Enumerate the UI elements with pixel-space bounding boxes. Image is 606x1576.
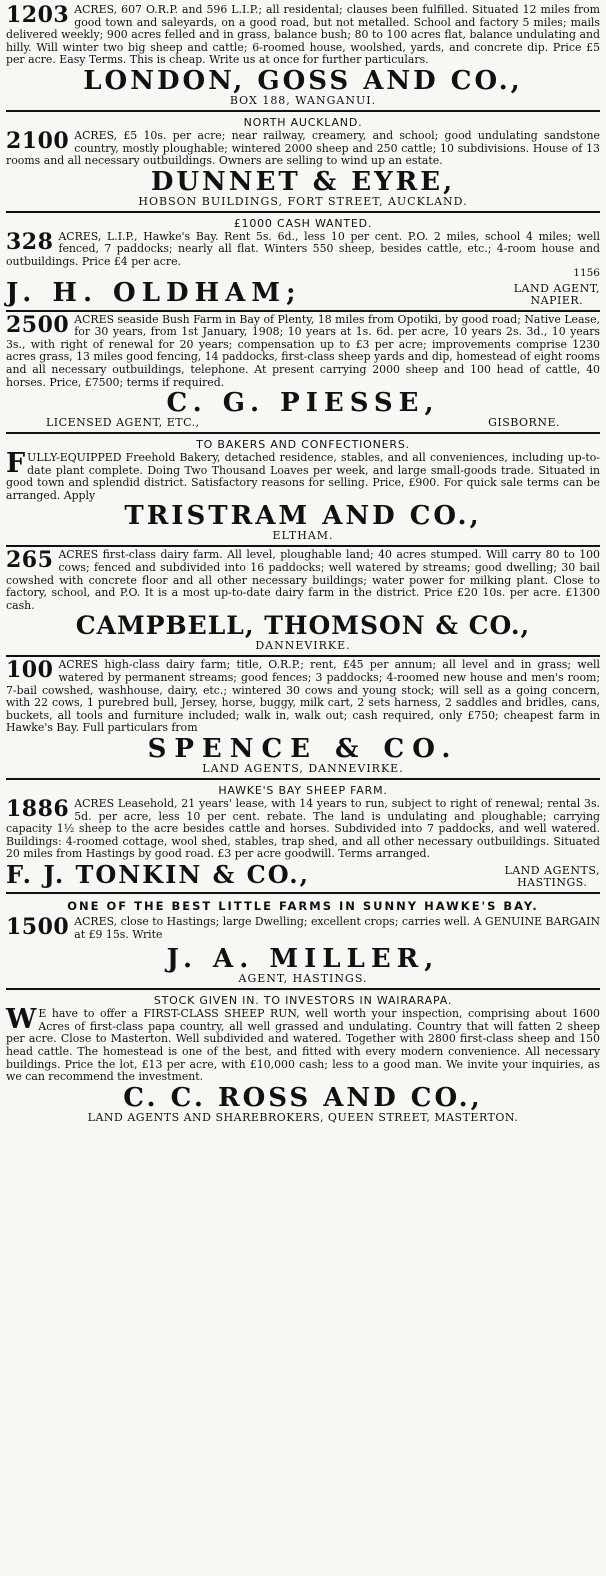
firm-name: C. G. PIESSE,: [166, 388, 440, 419]
firm-name: SPENCE & CO.: [147, 734, 459, 764]
advert-campbell-thomson: [6, 547, 600, 657]
firm-name: J. H. OLDHAM;: [6, 277, 302, 308]
advert-body: ACRES seaside Bush Farm in Bay of Plenty, 18 miles from Opotiki, by good road; Native Lease, for 30 years, from 1st January, 1908; 10 years at 1s. 6d. per acre, 10 years 2s. 3d., 10 years 3s., with right of renewal for 20 years; compensation up to £3 per acre; improvements comprise 1230 acres grass, 13 miles good fencing, 14 paddocks, first-class sheep yards and dip, homestead of eight rooms and all necessary outbuildings, telephone. At present carrying 2000 sheep and 100 head of cattle, 40 horses. Price, £7500; terms if required.: [6, 312, 600, 389]
acreage-number: 1886: [6, 796, 70, 822]
firm-location: GISBORNE.: [488, 416, 560, 430]
firm-name: TRISTRAM AND CO.,: [124, 501, 482, 532]
firm-name: J. A. MILLER,: [166, 944, 440, 975]
advert-text: [6, 549, 600, 612]
firm-address: DANNEVIRKE.: [255, 639, 351, 653]
firm-address: LAND AGENTS AND SHAREBROKERS, QUEEN STREET, MASTERTON.: [87, 1110, 519, 1124]
classified-column: [6, 0, 600, 1127]
advert-tonkin: [6, 780, 600, 894]
acreage-number: 2500: [6, 311, 70, 338]
acreage-number: 265: [6, 547, 54, 574]
firm-row: [6, 861, 600, 889]
advert-body: ACRES first-class dairy farm. All level, ploughable land; 40 acres stumped. Will carry 80 to 100 cows; fenced and subdivided into 16 paddocks; well watered by streams; good dwelling; 30 bail cowshed with concrete floor and all other necessary buildings; water power for milking plant. Close to factory, school, and P.O. It is a most up-to-date dairy farm in the district. Price £20 10s. per acre. £1300 cash.: [6, 548, 600, 612]
advert-oldham: [6, 213, 600, 312]
advert-spence: [6, 657, 600, 780]
advert-text: [6, 913, 600, 941]
firm-role-line: LAND AGENTS,: [504, 863, 600, 877]
advert-text: [6, 4, 600, 67]
advert-ross: [6, 990, 600, 1127]
firm-name: LONDON, GOSS AND CO.,: [83, 65, 523, 96]
advert-body: E have to offer a FIRST-CLASS SHEEP RUN, well worth your inspection, comprising about 1600 Acres of first-class papa country, all well grassed and undulating. Country that will fatten 2 sheep per acre. Close to Masterton. Well subdivided and watered. Together with 2800 first-class sheep and 150 head cattle. The homestead is one of the best, and fitted with every modern convenience. All necessary buildings. Price the lot, £13 per acre, with £10,000 cash; less to a good man. We invite your inquiries, as we can recommend the investment.: [6, 1007, 600, 1084]
advert-piesse: [6, 312, 600, 435]
firm-address: LAND AGENTS, DANNEVIRKE.: [202, 762, 404, 775]
advert-text: [6, 659, 600, 735]
acreage-number: 1500: [6, 913, 70, 940]
firm-address: ELTHAM.: [272, 529, 334, 543]
advert-text: [6, 228, 600, 269]
firm-role-line: LAND AGENT,: [513, 281, 600, 295]
advert-heading: NORTH AUCKLAND.: [243, 115, 363, 129]
acreage-number: 328: [6, 228, 54, 255]
advert-text: [6, 798, 600, 861]
firm-role: [514, 283, 600, 307]
advert-text: [6, 448, 600, 502]
advert-text: [6, 127, 600, 168]
firm-name: CAMPBELL, THOMSON & CO.,: [75, 611, 531, 641]
advert-body: ACRES, £5 10s. per acre; near railway, creamery, and school; good undulating sandstone country, mostly ploughable; wintered 2000 sheep and 250 cattle; 10 subdivisions. House of 13 rooms and all necessary outbuildings. Owners are selling to wind up an estate.: [6, 128, 600, 168]
firm-role: [504, 865, 600, 889]
advert-london-goss: [6, 2, 600, 112]
advert-text: [6, 311, 600, 390]
firm-address: BOX 188, WANGANUI.: [229, 93, 377, 107]
advert-tristram: [6, 434, 600, 547]
firm-row: [6, 279, 600, 307]
firm-name: F. J. TONKIN & CO.,: [6, 859, 310, 889]
advert-heading: £1000 CASH WANTED.: [233, 216, 373, 230]
firm-location: NAPIER.: [530, 293, 584, 307]
firm-name: C. C. ROSS AND CO.,: [123, 1082, 483, 1113]
advert-body: ACRES, close to Hastings; large Dwelling; excellent crops; carries well. A GENUINE BARGAIN at £9 15s. Write: [74, 914, 600, 941]
acreage-number: 1203: [6, 2, 70, 28]
advert-body: ACRES, L.I.P., Hawke's Bay. Rent 5s. 6d., less 10 per cent. P.O. 2 miles, school 4 miles; well fenced, 7 paddocks; nearly all flat. Winters 550 sheep, besides cattle, etc.; 4-room house and outbuildings. Price £4 per acre.: [6, 229, 600, 268]
advert-heading: HAWKE'S BAY SHEEP FARM.: [218, 784, 388, 797]
advert-body: ACRES, 607 O.R.P. and 596 L.I.P.; all residental; clauses been fulfilled. Situated 12 miles from good town and saleyards, on a good road, but not metalled. School and factory 5 miles; mails delivered weekly; 900 acres felled and in grass, balance bush; 80 to 100 acres flat, balance undulating and hilly. Will winter two big sheep and cattle; 6-roomed house, woolshed, yards, and concrete dip. Price £5 per acre. Easy Terms. This is cheap. Write us at once for further particulars.: [6, 3, 600, 67]
firm-location: HASTINGS.: [517, 875, 588, 889]
firm-name: DUNNET & EYRE,: [150, 166, 456, 197]
advert-dunnet-eyre: [6, 112, 600, 213]
advert-body: ACRES high-class dairy farm; title, O.R.P.; rent, £45 per annum; all level and in grass; well watered by permanent streams; good fences; 3 paddocks; 4-roomed new house and men's room; 7-bail cowshed, washhouse, dairy, etc.; wintered 30 cows and young stock; will sell as a going concern, with 22 cows, 1 purebred bull, Jersey, horse, buggy, milk cart, 2 sets harness, 2 saddles and bridles, cans, buckets, all tools and furniture included; walk in, walk out; cash required, only £750; cheapest farm in Hawke's Bay. Full particulars from: [6, 658, 600, 735]
advert-body: ACRES Leasehold, 21 years' lease, with 14 years to run, subject to right of renewal; rental 3s. 5d. per acre, less 10 per cent. rebate. The land is undulating and ploughable; carrying capacity 1½ sheep to the acre besides cattle and horses. Subdivided into 7 paddocks, and well watered. Buildings: 4-roomed cottage, wool shed, stables, trap shed, and all other necessary outbuildings. Situated 20 miles from Hastings by good road. £3 per acre goodwill. Terms arranged.: [6, 797, 600, 861]
advert-body: ULLY-EQUIPPED Freehold Bakery, detached residence, stables, and all conveniences, including up-to-date plant complete. Doing Two Thousand Loaves per week, and large small-goods trade. Situated in good town and splendid district. Satisfactory reasons for selling. Price, £900. For quick sale terms can be arranged. Apply: [6, 451, 600, 502]
advert-text: [6, 1004, 600, 1084]
reference-number: 1156: [573, 266, 600, 279]
firm-address: AGENT, HASTINGS.: [238, 972, 368, 986]
advert-heading: TO BAKERS AND CONFECTIONERS.: [196, 438, 410, 452]
drop-cap: F: [6, 448, 26, 480]
firm-role: LICENSED AGENT, ETC.,: [46, 416, 200, 430]
drop-cap: W: [6, 1004, 37, 1036]
advert-heading: ONE OF THE BEST LITTLE FARMS IN SUNNY HAWKE'S BAY.: [67, 898, 539, 913]
firm-address: HOBSON BUILDINGS, FORT STREET, AUCKLAND.: [138, 194, 468, 208]
acreage-number: 2100: [6, 127, 70, 154]
advert-miller: [6, 894, 600, 990]
firm-address-row: [6, 417, 600, 429]
acreage-number: 100: [6, 657, 54, 684]
advert-heading: STOCK GIVEN IN. TO INVESTORS IN WAIRARAPA.: [153, 994, 453, 1008]
